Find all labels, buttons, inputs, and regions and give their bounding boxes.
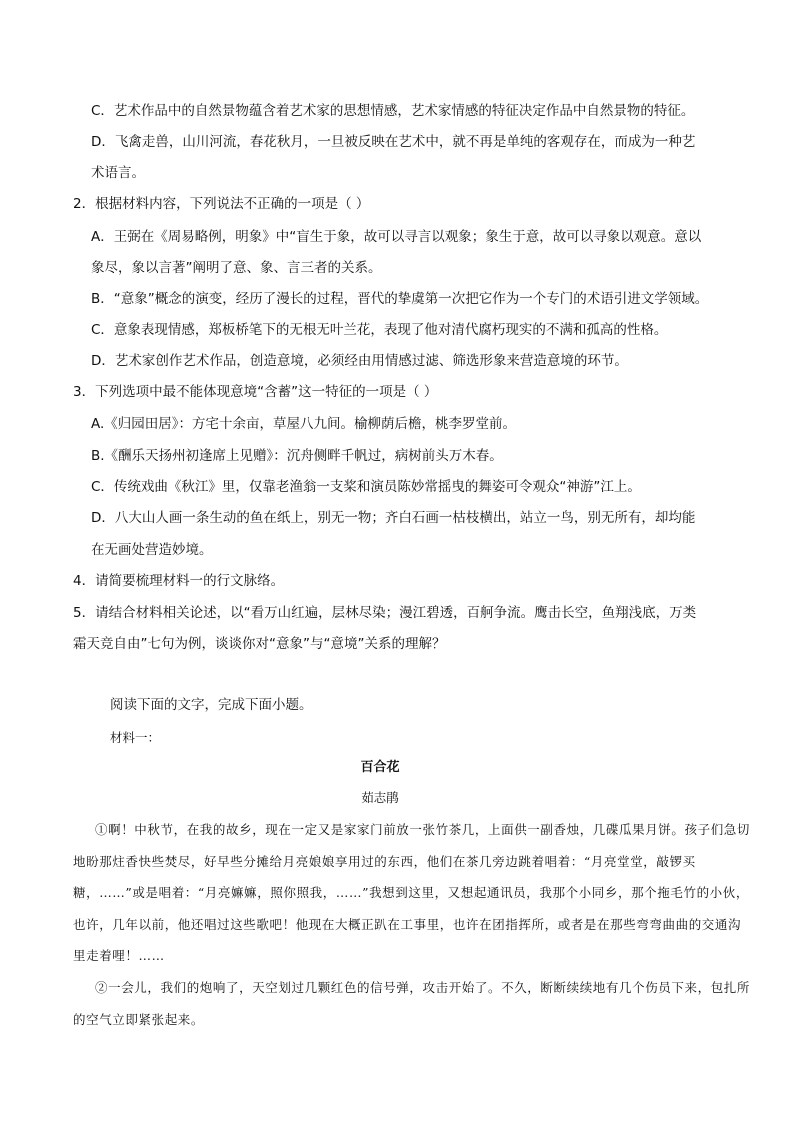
q2-option-b: B．“意象”概念的演变，经历了漫长的过程，晋代的挚虞第一次把它作为一个专门的术语引进文学领域。 xyxy=(91,291,709,307)
q2-stem: 2．根据材料内容，下列说法不正确的一项是（ ） xyxy=(73,196,370,212)
q1-option-d-continued: 术语言。 xyxy=(91,165,145,181)
q4-stem: 4．请简要梳理材料一的行文脉络。 xyxy=(73,573,285,589)
paragraph-1: ①啊！中秋节，在我的故乡，现在一定又是家家门前放一张竹茶几，上面供一副香烛，几碟瓜果月饼。孩子们急切地盼那炷香快些焚尽，好早些分摊给月亮娘娘享用过的东西，他们在茶几旁边跳着唱着：“月亮堂堂，敲锣买糖，……”或是唱着：“月亮嫲嫲，照你照我，……”我想到这里，又想起通讯员，我那个小同乡，那个拖毛竹的小伙，也许，几年以前，他还唱过这些歌吧！他现在大概正趴在工事里，也许在团指挥所，或者是在那些弯弯曲曲的交通沟里走着哩！…… xyxy=(73,822,751,963)
q2-option-a-continued: 象尽，象以言著”阐明了意、象、言三者的关系。 xyxy=(91,260,382,276)
q3-option-a: A.《归园田居》：方宅十余亩，草屋八九间。榆柳荫后檐，桃李罗堂前。 xyxy=(91,416,517,432)
reading-instruction: 阅读下面的文字，完成下面小题。 xyxy=(110,697,313,713)
paragraph-2: ②一会儿，我们的炮响了，天空划过几颗红色的信号弹，攻击开始了。不久，断断续续地有几个伤员下来，包扎所的空气立即紧张起来。 xyxy=(73,980,751,1027)
q2-option-a: A．王弼在《周易略例，明象》中“盲生于象，故可以寻言以观象；象生于意，故可以寻象以观意。意以 xyxy=(91,229,702,245)
text-author: 茹志鹃 xyxy=(361,790,399,805)
q3-option-d-continued: 在无画处营造妙境。 xyxy=(91,542,213,558)
q3-option-b: B.《酬乐天扬州初逢席上见赠》：沉舟侧畔千帆过，病树前头万木春。 xyxy=(91,448,503,464)
q3-option-d: D．八大山人画一条生动的鱼在纸上，别无一物；齐白石画一枯枝横出，站立一鸟，别无所有，却均能 xyxy=(91,510,696,526)
material-label: 材料一： xyxy=(110,730,161,745)
q3-stem: 3．下列选项中最不能体现意境“含蓄”这一特征的一项是（ ） xyxy=(73,384,438,400)
q5-stem-continued: 霜天竞自由”七句为例，谈谈你对“意象”与“意境”关系的理解？ xyxy=(73,636,446,652)
q5-stem: 5．请结合材料相关论述，以“看万山红遍，层林尽染；漫江碧透，百舸争流。鹰击长空，鱼翔浅底，万类 xyxy=(73,605,697,621)
q1-option-c: C．艺术作品中的自然景物蕴含着艺术家的思想情感，艺术家情感的特征决定作品中自然景物的特征。 xyxy=(91,103,695,119)
q2-option-c: C．意象表现情感，郑板桥笔下的无根无叶兰花，表现了他对清代腐朽现实的不满和孤高的性格。 xyxy=(91,322,668,338)
q2-option-d: D．艺术家创作艺术作品，创造意境，必须经由用情感过滤、筛选形象来营造意境的环节。 xyxy=(91,353,628,369)
q3-option-c: C．传统戏曲《秋江》里，仅靠老渔翁一支桨和演员陈妙常摇曳的舞姿可令观众“神游”江上。 xyxy=(91,479,641,495)
text-title: 百合花 xyxy=(360,760,400,775)
q1-option-d: D．飞禽走兽，山川河流，春花秋月，一旦被反映在艺术中，就不再是单纯的客观存在，而成为一种艺 xyxy=(91,134,696,150)
